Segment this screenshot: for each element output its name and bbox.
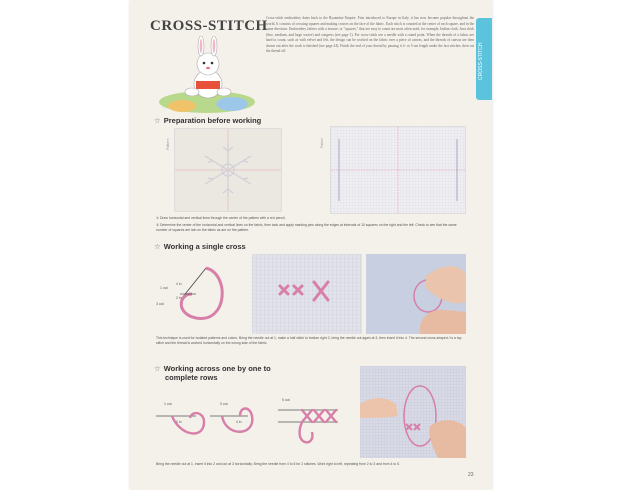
row-label-4: 4 in	[236, 420, 242, 424]
single-cross-note: This technique is used for isolated patterns and colors. Bring the needle out at 1, make a half stitch to bottom right 2, bring the needle out again at 3, then insert it into 4. The second cross-shaped / is a top stitch and the thread is worked horizontally on the wrong side of the fabric.	[156, 336, 462, 345]
fabric-diagram	[330, 126, 466, 214]
pattern-label: Pattern	[166, 138, 170, 150]
page-number: 23	[468, 472, 474, 478]
diagram-label-2: 2 in	[176, 296, 182, 300]
section-heading-preparation: ☆ Preparation before working	[154, 116, 262, 125]
section-heading-rows: ☆ Working across one by one to complete rows	[154, 364, 271, 382]
single-cross-photo	[366, 254, 466, 334]
rabbit-illustration	[152, 36, 262, 114]
single-cross-diagram	[166, 254, 246, 330]
star-icon: ☆	[154, 364, 161, 373]
fabric-label: Fabric	[320, 138, 324, 148]
book-page	[130, 0, 492, 490]
row-label-5: 5 out	[282, 398, 290, 402]
side-tab	[476, 18, 492, 100]
row-stitch-note: Bring the needle out at 1, insert it into 2 and out at 3 horizontally. Bring the needle from 4 to 5 for 2 stitches. Work right to left, repeating from 2 to 3 and from 4 to 5.	[156, 462, 400, 466]
row-stitch-photo	[360, 366, 466, 458]
pattern-diagram	[174, 128, 282, 212]
diagram-label-4: 4 in	[176, 282, 182, 286]
star-icon: ☆	[154, 116, 161, 125]
row-label-2: 2 in	[176, 420, 182, 424]
fabric-grid	[331, 127, 465, 213]
page-title: CROSS-STITCH	[150, 18, 268, 34]
row-label-3: 3 out	[220, 402, 228, 406]
preparation-step-2: ② Determine the center of the horizontal and vertical lines on the fabric, then tack and apply marking pins along the edges at intervals of 10 squares on the right and the left. Check to see that the same number of squares are lain on the fabric as are on the pattern.	[156, 223, 457, 232]
diagram-label-3: 3 out	[156, 302, 164, 306]
diagram-label-1: 1 out	[160, 286, 168, 290]
preparation-step-1: ① Draw horizontal and vertical lines through the center of the pattern with a red pencil.	[156, 216, 286, 220]
side-tab-label: CROSS-STITCH	[478, 42, 484, 80]
snowflake-pattern	[175, 129, 281, 211]
single-cross-fabric	[252, 254, 362, 334]
section-heading-single-cross: ☆ Working a single cross	[154, 242, 246, 251]
star-icon: ☆	[154, 242, 161, 251]
row-label-1: 1 out	[164, 402, 172, 406]
intro-paragraph: Cross-stitch embroidery dates back to the Byzantine Empire. First introduced to Europe in Italy, it has now become popular throughout the world. It consists of crossing squares and making crosses on the face of the fabric. Each stitch is counted at the center of each square, and in the same direction. Embroidery fabrics with a texture, or "squares," that are easy to count are most often used, for example, Indian cloth, Java cloth (fine, medium, and large weave) and congress (see page 1). For cross-stitch use a needle with a round point. When the threads of a fabric are hard to count, such as with velvet and felt, the design can be worked on the fabric over a piece of canvas, and the threads of canvas are then drawn out after the work is finished (see page 24). Finish the end of your thread by passing it 4- or 5-cm length under the last stitches, then cut the thread off.	[266, 16, 474, 53]
